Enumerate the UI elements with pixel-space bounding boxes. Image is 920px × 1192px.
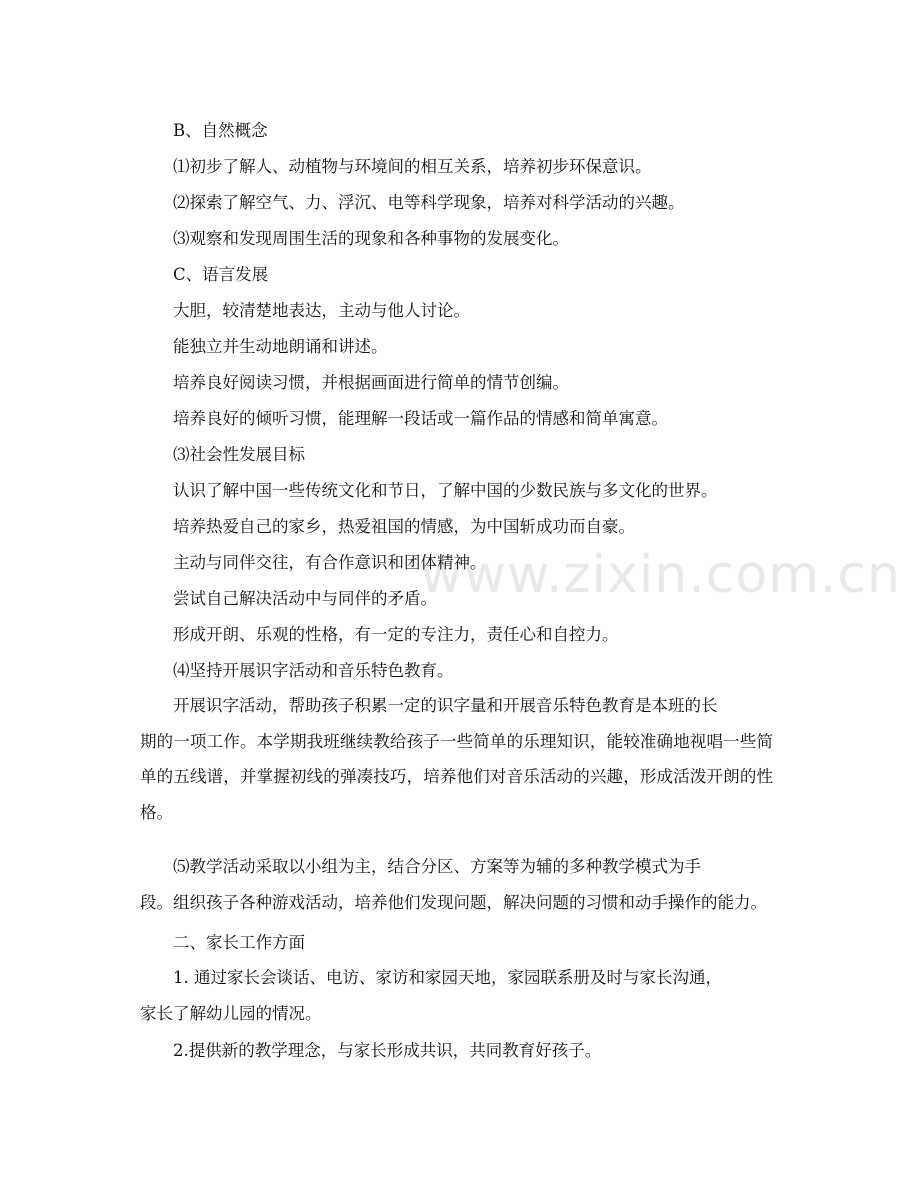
subheading-language: C、语言发展 (173, 265, 269, 284)
paragraph-first-line: ⑸教学活动采取以小组为主，结合分区、方案等为辅的多种教学模式为手 (173, 857, 701, 876)
list-item: 培养热爱自己的家乡，热爱祖国的情感，为中国斩成功而自豪。 (173, 517, 635, 536)
list-item: 大胆，较清楚地表达，主动与他人讨论。 (173, 301, 470, 320)
paragraph-first-line: 开展识字活动，帮助孩子积累一定的识字量和开展音乐特色教育是本班的长 (173, 696, 718, 715)
paragraph-body: 期的一项工作。本学期我班继续教给孩子一些简单的乐理知识，能较准确地视唱一些简单的五线谱，并掌握初线的弹凑技巧，培养他们对音乐活动的兴趣，形成活泼开朗的性格。 (140, 731, 773, 822)
paragraph-teaching-modes (140, 849, 773, 920)
item-body: 家长了解幼儿园的情况。 (140, 1003, 322, 1023)
list-item: 主动与同伴交往，有合作意识和团体精神。 (173, 553, 487, 572)
list-item: 培养良好阅读习惯，并根据画面进行简单的情节创编。 (173, 373, 569, 392)
list-item: 尝试自己解决活动中与同伴的矛盾。 (173, 589, 437, 608)
list-item: ⑶观察和发现周围生活的现象和各种事物的发展变化。 (173, 229, 569, 248)
parent-work-item-2: 2.提供新的教学理念，与家长形成共识，共同教育好孩子。 (173, 1041, 602, 1060)
parent-work-item-1 (140, 960, 773, 1031)
paragraph-body: 段。组织孩子各种游戏活动，培养他们发现问题，解决问题的习惯和动手操作的能力。 (140, 892, 767, 912)
list-item: 认识了解中国一些传统文化和节日，了解中国的少数民族与多文化的世界。 (173, 481, 718, 500)
list-item: 能独立并生动地朗诵和讲述。 (173, 337, 388, 356)
subheading-social-development: ⑶社会性发展目标 (173, 445, 305, 464)
list-item: 培养良好的倾听习惯，能理解一段话或一篇作品的情感和简单寓意。 (173, 409, 668, 428)
subheading-natural-concepts: B、自然概念 (173, 121, 268, 140)
paragraph-literacy-music (140, 688, 773, 830)
section-heading-parent-work: 二、家长工作方面 (173, 933, 305, 952)
list-item: ⑴初步了解人、动植物与环境间的相互关系，培养初步环保意识。 (173, 157, 652, 176)
watermark: www.zixin.com.cn (420, 545, 901, 605)
item-first-line: 1. 通过家长会谈话、电访、家访和家园天地，家园联系册及时与家长沟通， (173, 968, 722, 987)
subheading-literacy-music: ⑷坚持开展识字活动和音乐特色教育。 (173, 661, 454, 680)
list-item: ⑵探索了解空气、力、浮沉、电等科学现象，培养对科学活动的兴趣。 (173, 193, 685, 212)
list-item: 形成开朗、乐观的性格，有一定的专注力，责任心和自控力。 (173, 625, 619, 644)
